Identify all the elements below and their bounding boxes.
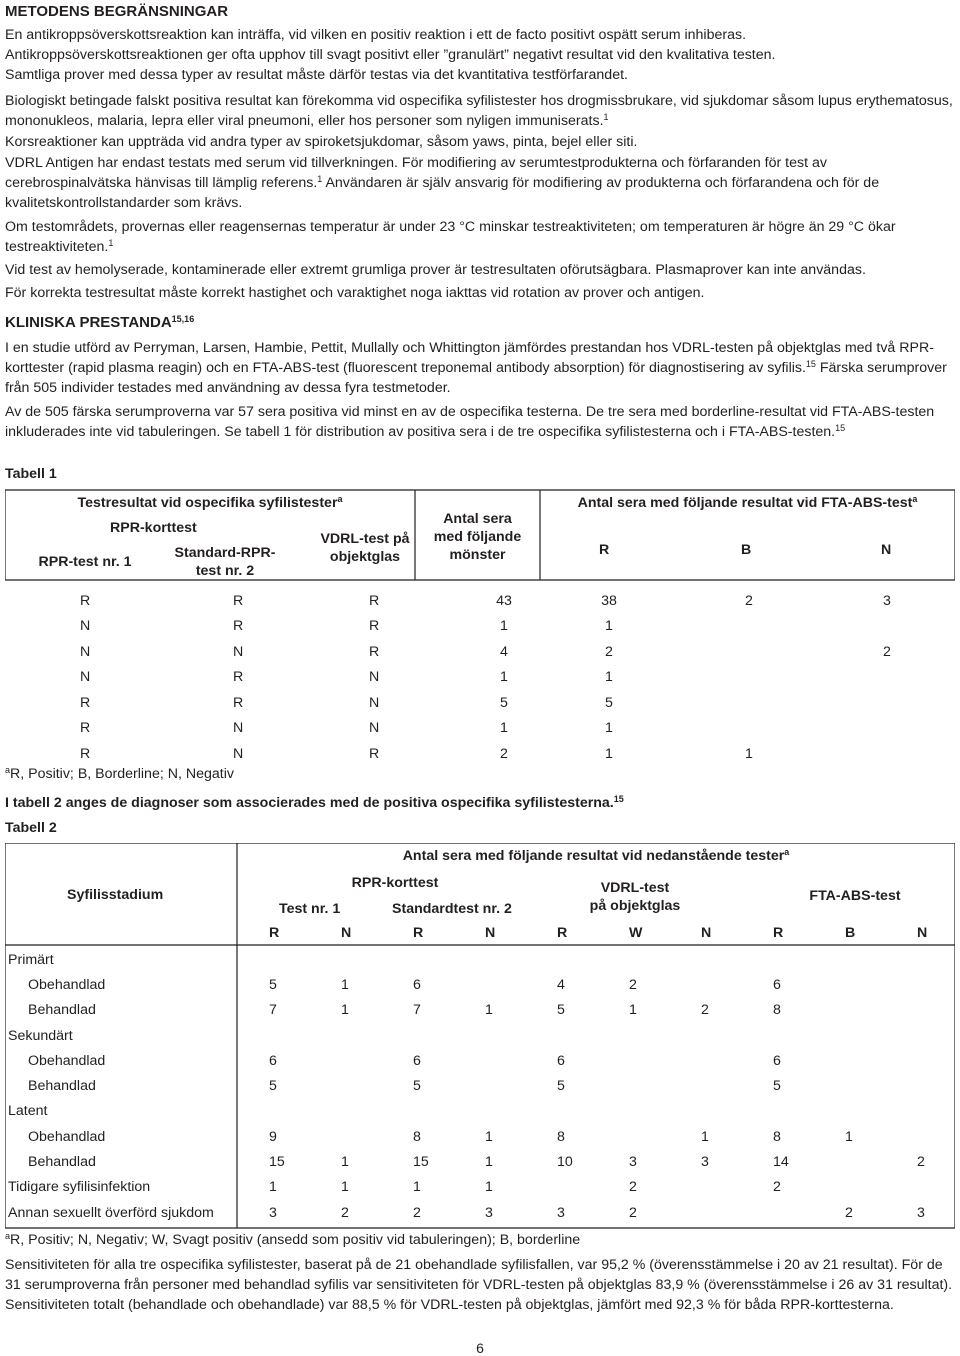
table2-cell: 1 — [485, 1154, 493, 1171]
table2-cell: 2 — [629, 976, 637, 993]
table1-cell: R — [80, 745, 91, 762]
table2-cell — [525, 947, 597, 972]
t2-h-rpr: RPR-korttest — [351, 875, 439, 891]
table1-cell: R — [369, 618, 380, 635]
table1-cell — [679, 639, 819, 665]
t1-h-b: B — [741, 542, 752, 558]
table2-cell — [813, 972, 885, 997]
table2-cell: 1 — [341, 1179, 349, 1196]
table2-cell — [597, 1073, 669, 1098]
table2-cell — [237, 1099, 309, 1124]
table2-cell: 3 — [917, 1204, 925, 1221]
table2-cell: 5 — [557, 1078, 565, 1095]
table1-cell: 1 — [500, 720, 508, 737]
table2-cell — [813, 1048, 885, 1073]
methods-p7: Om testområdets, provernas eller reagensernas temperatur är under 23 °C minskar testreaktiviteten; om temperaturen är högre än 29 °C ökar testreaktiviteten.$^1$ — [5, 219, 896, 255]
t2-h-std: Standardtest nr. 2 — [392, 901, 512, 917]
table2-cell: 5 — [557, 1002, 565, 1019]
table1-cell: R — [80, 592, 91, 609]
table2-cell — [885, 1099, 955, 1124]
table2-cell: 1 — [701, 1128, 709, 1145]
table2-col-head: R — [269, 925, 280, 941]
table1-cell — [679, 665, 819, 691]
table2-cell — [381, 1099, 453, 1124]
table2-row-label: Sekundärt — [8, 1027, 73, 1044]
table1-cell: 38 — [601, 592, 617, 609]
methods-p3: Samtliga prover med dessa typer av resultat måste därför testas via det kvantitativa testförfarandet. — [5, 67, 628, 83]
table2-row-label: Behandlad — [28, 1154, 96, 1171]
table1-cell: R — [369, 592, 380, 609]
table1-row — [5, 614, 955, 640]
table1-cell — [679, 716, 819, 742]
methods-p5: Korsreaktioner kan uppträda vid andra typer av spiroketsjukdomar, såsom yaws, pinta, bejel eller siti. — [5, 134, 638, 150]
table2-cell — [525, 1099, 597, 1124]
table2-cell — [741, 1200, 813, 1225]
table2-cell: 6 — [413, 1052, 421, 1069]
table2-cell — [309, 1048, 381, 1073]
table2-cell — [741, 1023, 813, 1048]
table2-cell — [885, 1048, 955, 1073]
table2-cell — [525, 1023, 597, 1048]
table2-row-label: Behandlad — [28, 1002, 96, 1019]
table1-cell: N — [80, 669, 91, 686]
table1 — [5, 588, 955, 767]
table1-cell: N — [369, 720, 380, 737]
table1-cell: 1 — [500, 669, 508, 686]
table2-col-head: N — [485, 925, 496, 941]
table1-cell: 2 — [883, 643, 891, 660]
t1-h-nonspecific: Testresultat vid ospecifika syfilistester$^a$ — [77, 494, 343, 511]
table1-row — [5, 690, 955, 716]
table2-cell: 4 — [557, 976, 565, 993]
methods-heading: METODENS BEGRÄNSNINGAR — [5, 3, 229, 20]
table2-cell: 1 — [485, 1128, 493, 1145]
table1-cell: R — [369, 745, 380, 762]
table2-col-head: R — [557, 925, 568, 941]
table2-cell: 2 — [629, 1204, 637, 1221]
table1-cell: R — [233, 592, 244, 609]
table2-cell: 1 — [485, 1002, 493, 1019]
table2-cell: 3 — [269, 1204, 277, 1221]
methods-p4: Biologiskt betingade falskt positiva resultat kan förekomma vid ospecifika syfilistester hos drogmissbrukare, vid sjukdomar såsom lupus erythematosus, mononukleos, malaria, lepra eller viral pneumoni, eller hos personer som nyligen immuniserats.$^1$ — [5, 93, 953, 129]
table2-cell: 7 — [269, 1002, 277, 1019]
table1-cell: R — [80, 720, 91, 737]
table2-cell — [309, 1023, 381, 1048]
methods-p8: Vid test av hemolyserade, kontaminerade eller extremt grumliga prover är testresultaten oförutsägbara. Plasmaprover kan inte användas. — [5, 262, 866, 278]
table1-header — [5, 490, 955, 580]
t1-h-count: Antal sera med följande mönster — [433, 511, 522, 563]
table2-cell — [453, 947, 525, 972]
table2-row — [5, 1149, 955, 1174]
table1-cell — [679, 614, 819, 640]
table2-cell: 3 — [629, 1154, 637, 1171]
table2-cell — [453, 1023, 525, 1048]
table2-cell: 6 — [773, 1052, 781, 1069]
table2-cell — [813, 1099, 885, 1124]
table2-cell: 10 — [557, 1154, 573, 1171]
table1-cell: 1 — [605, 720, 613, 737]
table2-row — [5, 1124, 955, 1149]
methods-p2: Antikroppsöverskottsreaktionen ger ofta upphov till svagt positivt eller ”granulärt” negativt resultat vid den kvalitativa testen. — [5, 47, 776, 63]
table2-cell: 15 — [269, 1154, 285, 1171]
table1-cell — [819, 690, 955, 716]
table1-cell: 5 — [605, 694, 613, 711]
table2-cell — [237, 947, 309, 972]
table1-cell: 2 — [605, 643, 613, 660]
table2-cell: 8 — [413, 1128, 421, 1145]
table2-body — [5, 947, 955, 1225]
table1-cell — [819, 665, 955, 691]
table1-cell — [819, 741, 955, 767]
table2-cell: 2 — [845, 1204, 853, 1221]
table1-cell: 1 — [605, 669, 613, 686]
table2-cell — [669, 947, 741, 972]
table2-cell — [669, 1048, 741, 1073]
table2-cell — [741, 947, 813, 972]
table2-cell: 1 — [341, 1154, 349, 1171]
table2-cell: 2 — [413, 1204, 421, 1221]
table2-cell — [813, 947, 885, 972]
table2-cell — [813, 1023, 885, 1048]
table2-row — [5, 1099, 955, 1124]
table1-row — [5, 716, 955, 742]
table1-cell: 2 — [500, 745, 508, 762]
table2-cell — [669, 1175, 741, 1200]
table2-row — [5, 998, 955, 1023]
table1-cell: N — [369, 669, 380, 686]
table1-cell: N — [233, 643, 244, 660]
t2-h-test1: Test nr. 1 — [279, 901, 341, 917]
table2-cell — [453, 1099, 525, 1124]
table1-row — [5, 665, 955, 691]
t1-h-rpr1: RPR-test nr. 1 — [38, 554, 132, 570]
table2-col-head: N — [341, 925, 352, 941]
table1-cell — [679, 690, 819, 716]
table2-row — [5, 972, 955, 997]
t1-h-std: Standard-RPR- test nr. 2 — [174, 545, 276, 579]
table2-cell — [309, 947, 381, 972]
table2-cell: 2 — [701, 1002, 709, 1019]
table2-row — [5, 1048, 955, 1073]
table2-cell: 1 — [413, 1179, 421, 1196]
table2-row-label: Obehandlad — [28, 1128, 106, 1145]
t1-h-r: R — [599, 542, 610, 558]
clinical-p2: Av de 505 färska serumproverna var 57 sera positiva vid minst en av de ospecifika testerna. De tre sera med borderline-resultat vid FTA-ABS-testen inkluderades inte vid tabuleringen. Se tabell 1 för distribution av positiva sera i de tre ospecifika syfilistesterna och i FTA-ABS-testen.$^{15}$ — [5, 404, 935, 440]
table2-cell: 5 — [269, 976, 277, 993]
table1-row — [5, 639, 955, 665]
table2-cell: 1 — [845, 1128, 853, 1145]
table2-cell — [381, 1023, 453, 1048]
table2-cell — [309, 1073, 381, 1098]
table2-cell — [669, 1073, 741, 1098]
table2-row — [5, 1023, 955, 1048]
table2 — [5, 947, 955, 1225]
table2-cell — [885, 1023, 955, 1048]
table2-cell: 6 — [413, 976, 421, 993]
table1-cell: 2 — [745, 592, 753, 609]
table1-cell: N — [80, 618, 91, 635]
closing-paragraph: Sensitiviteten för alla tre ospecifika syfilistester, baserat på de 21 obehandlade syfilisfallen, var 95,2 % (överensstämmelse i 20 av 21 resultat). För de 31 serumproverna från personer med behandlad syfilis var sensitiviteten för VDRL-testen på objektglas 83,9 % (överensstämmelse i 26 av 31 resultat). Sensitiviteten totalt (behandlade och obehandlade) var 88,5 % för VDRL-testen på objektglas, jämfört med 92,3 % för båda RPR-korttesterna. — [5, 1257, 953, 1313]
table2-row-label: Obehandlad — [28, 1052, 106, 1069]
table2-col-head: W — [629, 925, 643, 941]
table1-cell: R — [80, 694, 91, 711]
table1-cell: R — [233, 694, 244, 711]
table1-cell: R — [233, 669, 244, 686]
t1-h-n: N — [881, 542, 892, 558]
table2-row-label: Annan sexuellt överförd sjukdom — [8, 1204, 214, 1221]
table2-cell: 2 — [917, 1154, 925, 1171]
t1-h-vdrl: VDRL-test på objektglas — [320, 531, 410, 565]
table2-cell — [597, 1099, 669, 1124]
table2-col-head: R — [773, 925, 784, 941]
table2-col-head: B — [845, 925, 856, 941]
table1-cell — [819, 716, 955, 742]
table2-cell — [525, 1175, 597, 1200]
table2-cell: 9 — [269, 1128, 277, 1145]
table1-footnote: $^a$R, Positiv; B, Borderline; N, Negativ — [5, 765, 234, 782]
table1-cell: 3 — [883, 592, 891, 609]
table2-cell — [597, 1048, 669, 1073]
table2-cell: 15 — [413, 1154, 429, 1171]
table2-row — [5, 1200, 955, 1225]
table2-footnote: $^a$R, Positiv; N, Negativ; W, Svagt positiv (ansedd som positiv vid tabuleringen); B, borderline — [5, 1231, 581, 1248]
table2-row-label: Obehandlad — [28, 976, 106, 993]
page-number: 6 — [476, 1340, 484, 1356]
table1-row — [5, 741, 955, 767]
table1-cell: N — [369, 694, 380, 711]
table2-cell — [669, 1023, 741, 1048]
t2-h-main: Antal sera med följande resultat vid nedanstående tester$^a$ — [402, 847, 790, 864]
table2-cell — [597, 947, 669, 972]
methods-p9: För korrekta testresultat måste korrekt hastighet och varaktighet noga iakttas vid rotation av prover och antigen. — [5, 285, 705, 301]
table2-cell — [885, 972, 955, 997]
table2-cell — [813, 998, 885, 1023]
table2-cell: 6 — [557, 1052, 565, 1069]
table2-row — [5, 1175, 955, 1200]
table2-cell: 2 — [773, 1179, 781, 1196]
table2-cell — [885, 1175, 955, 1200]
table1-row — [5, 588, 955, 614]
t2-h-fta: FTA-ABS-test — [809, 888, 901, 904]
table2-cell: 1 — [485, 1179, 493, 1196]
table2-cell — [669, 1099, 741, 1124]
table2-cell — [813, 1175, 885, 1200]
table1-cell: 5 — [500, 694, 508, 711]
table2-cell: 8 — [557, 1128, 565, 1145]
table2-cell — [453, 1073, 525, 1098]
table1-caption: Tabell 1 — [5, 466, 57, 482]
table1-cell: 4 — [500, 643, 508, 660]
table2-cell — [885, 947, 955, 972]
table2-cell: 1 — [269, 1179, 277, 1196]
table2-caption: Tabell 2 — [5, 820, 57, 836]
table1-cell: 1 — [605, 745, 613, 762]
table2-row — [5, 947, 955, 972]
table2-cell: 14 — [773, 1154, 789, 1171]
table2-cell: 2 — [629, 1179, 637, 1196]
table1-cell: N — [80, 643, 91, 660]
table2-cell — [885, 1073, 955, 1098]
table2-cell — [813, 1149, 885, 1174]
table2-intro: I tabell 2 anges de diagnoser som associerades med de positiva ospecifika syfilistesterna.$^{15}$ — [5, 794, 624, 811]
table2-cell: 6 — [773, 976, 781, 993]
table2-cell — [309, 1099, 381, 1124]
table2-cell: 1 — [341, 976, 349, 993]
table2-cell — [453, 1048, 525, 1073]
t2-h-stage: Syfilisstadium — [67, 887, 164, 903]
table2-row-label: Tidigare syfilisinfektion — [8, 1179, 151, 1196]
table2-cell: 3 — [557, 1204, 565, 1221]
clinical-body — [5, 338, 955, 442]
table2-cell: 3 — [701, 1154, 709, 1171]
methods-p6: VDRL Antigen har endast testats med serum vid tillverkningen. För modifiering av serumtestprodukterna och förfaranden för test av cerebrospinalvätska hänvisas till lämplig referens.$^1$ Användaren är själv ansvarig för modifiering av produkterna och förfarandena och för de kvalitetskontrollstandarder som krävs. — [5, 155, 880, 211]
table1-cell: 1 — [605, 618, 613, 635]
table2-cell — [597, 1023, 669, 1048]
table2-cell: 5 — [269, 1078, 277, 1095]
table2-col-head: N — [917, 925, 928, 941]
table2-row-label: Behandlad — [28, 1078, 96, 1095]
table1-cell: 43 — [496, 592, 512, 609]
table2-cell — [309, 1124, 381, 1149]
t2-h-vdrl: VDRL-test på objektglas — [589, 880, 681, 914]
table2-cell: 8 — [773, 1002, 781, 1019]
methods-p1: En antikroppsöverskottsreaktion kan inträffa, vid vilken en positiv reaktion i ett de facto positivt ospätt serum inhiberas. — [5, 27, 747, 43]
table2-cell: 1 — [341, 1002, 349, 1019]
t1-h-fta: Antal sera med följande resultat vid FTA-ABS-test$^a$ — [577, 494, 918, 511]
table2-cell: 5 — [413, 1078, 421, 1095]
table2-header — [5, 843, 955, 945]
table1-cell: R — [369, 643, 380, 660]
table2-row-label: Primärt — [8, 951, 54, 968]
table2-cell: 6 — [269, 1052, 277, 1069]
table2-cell — [597, 1124, 669, 1149]
table2-row — [5, 1073, 955, 1098]
table2-cell: 7 — [413, 1002, 421, 1019]
table2-cell: 5 — [773, 1078, 781, 1095]
table2-cell — [237, 1023, 309, 1048]
clinical-heading: KLINISKA PRESTANDA$^{15,16}$ — [5, 314, 195, 331]
table1-cell: R — [233, 618, 244, 635]
table1-cell — [819, 614, 955, 640]
table2-cell — [813, 1073, 885, 1098]
table2-cell — [669, 972, 741, 997]
table2-cell: 3 — [485, 1204, 493, 1221]
table2-cell — [741, 1099, 813, 1124]
table1-cell: 1 — [500, 618, 508, 635]
table2-cell — [885, 998, 955, 1023]
table1-cell: 1 — [745, 745, 753, 762]
table1-cell: N — [233, 720, 244, 737]
clinical-p1: I en studie utförd av Perryman, Larsen, Hambie, Pettit, Mullally och Whittington jämfördes prestandan hos VDRL-testen på objektglas med två RPR-korttester (rapid plasma reagin) och en FTA-ABS-test (fluorescent treponemal antibody absorption) för diagnostisering av syfilis.$^{15}$ Färska serumprover från 505 individer testades med användning av dessa fyra testmetoder. — [5, 340, 947, 396]
table2-cell — [885, 1124, 955, 1149]
table2-cell: 2 — [341, 1204, 349, 1221]
methods-body — [5, 25, 955, 303]
table2-col-head: N — [701, 925, 712, 941]
t1-h-rpr: RPR-korttest — [110, 520, 197, 536]
table2-cell — [381, 947, 453, 972]
table2-cell — [453, 972, 525, 997]
table2-cell: 1 — [629, 1002, 637, 1019]
table2-cell — [669, 1200, 741, 1225]
table2-cell: 8 — [773, 1128, 781, 1145]
table2-col-head: R — [413, 925, 424, 941]
table1-body — [5, 588, 955, 767]
table1-cell: N — [233, 745, 244, 762]
table2-row-label: Latent — [8, 1103, 48, 1120]
